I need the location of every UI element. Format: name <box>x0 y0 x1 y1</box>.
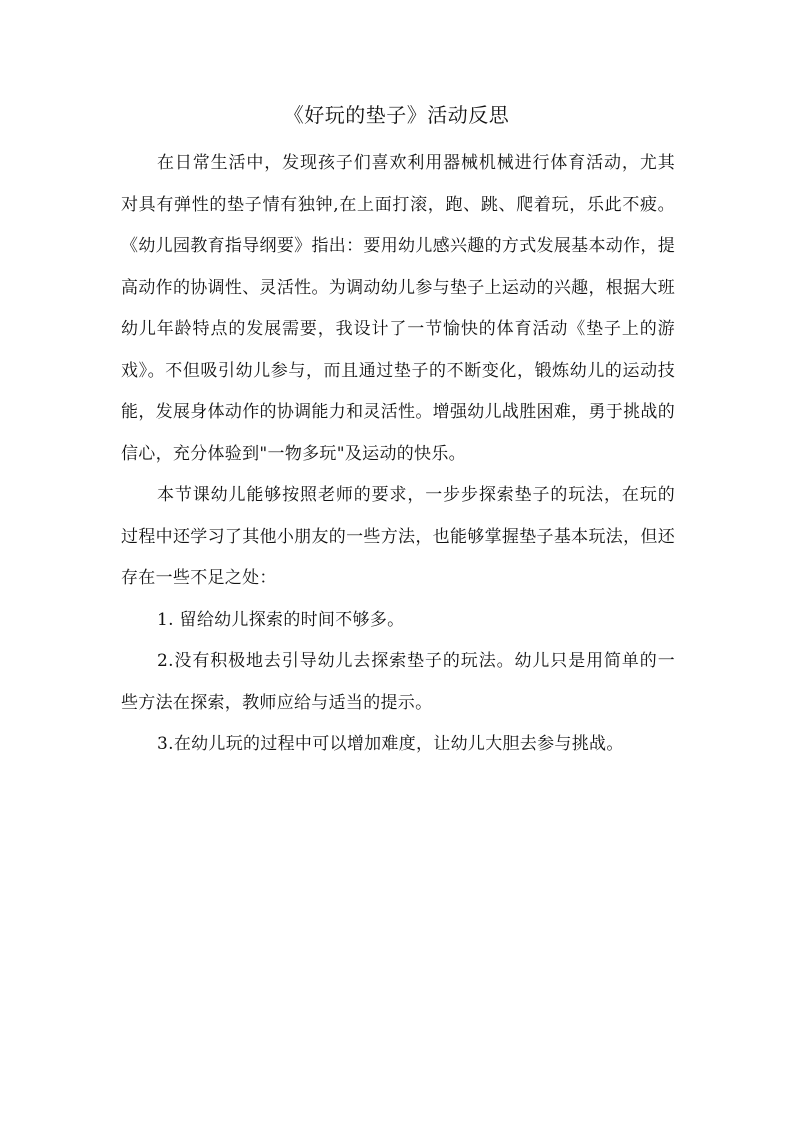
paragraph-intro: 在日常生活中，发现孩子们喜欢利用器械机械进行体育活动，尤其对具有弹性的垫子情有独钟,在上面打滚，跑、跳、爬着玩，乐此不疲。《幼儿园教育指导纲要》指出：要用幼儿感兴趣的方式发展基本动作，提高动作的协调性、灵活性。为调动幼儿参与垫子上运动的兴趣，根据大班幼儿年龄特点的发展需要，我设计了一节愉快的体育活动《垫子上的游戏》。不但吸引幼儿参与，而且通过垫子的不断变化，锻炼幼儿的运动技能，发展身体动作的协调能力和灵活性。增强幼儿战胜困难，勇于挑战的信心，充分体验到"一物多玩"及运动的快乐。 <box>121 153 675 464</box>
list-item-1: 1. 留给幼儿探索的时间不够多。 <box>157 609 405 630</box>
list-item-2: 2.没有积极地去引导幼儿去探索垫子的玩法。幼儿只是用简单的一些方法在探索，教师应给与适当的提示。 <box>121 651 675 713</box>
list-item-3: 3.在幼儿玩的过程中可以增加难度，让幼儿大胆去参与挑战。 <box>157 734 624 754</box>
document-title: 《好玩的垫子》活动反思 <box>283 103 510 127</box>
paragraph-reflection: 本节课幼儿能够按照老师的要求，一步步探索垫子的玩法，在玩的过程中还学习了其他小朋友的一些方法，也能够掌握垫子基本玩法，但还存在一些不足之处： <box>121 485 675 588</box>
document-body <box>121 143 675 766</box>
